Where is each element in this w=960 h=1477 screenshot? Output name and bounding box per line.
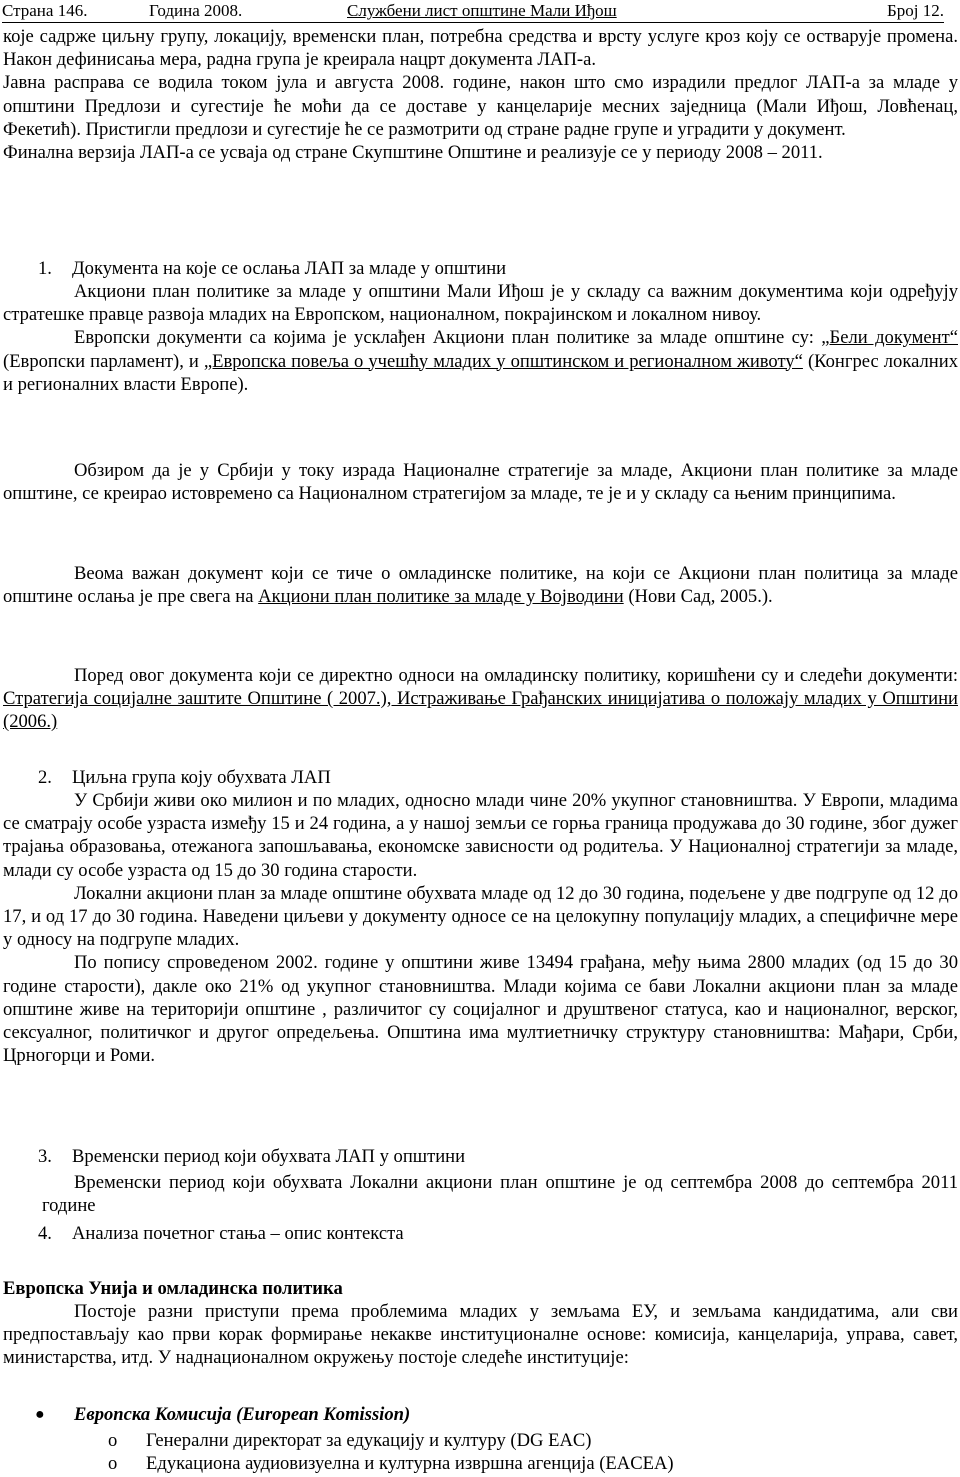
european-charter-link: „Европска повеља о учешћу младих у општинском и регионалном животу“ xyxy=(203,350,803,372)
white-paper-link: „Бели документ“ xyxy=(821,327,958,349)
bullet-text: Европска Комисија (European Komission) xyxy=(74,1404,411,1425)
sub-bullet-marker: o xyxy=(108,1453,118,1474)
bullet-dot-icon: ● xyxy=(35,1406,45,1423)
section-2-number: 2. xyxy=(38,767,52,788)
journal-title: Службени лист општине Мали Иђош xyxy=(347,1,617,20)
section-2-paragraph-3: По попису спроведеном 2002. године у општини живе 13494 грађана, међу њима 2800 младих (од 15 до 30 године старости), дакле око 21% од укупног становништва. Млади којима се бави Локални акциони план за младе општине живе на територији општине , различитог су социјалног и друштвеног статуса, као и националног, верског, сексуалног, политичког и другог опредељења. Општина има мултиетничку структуру становништва: Мађари, Срби, Црногорци и Роми. xyxy=(3,952,958,1067)
section-1-body xyxy=(3,280,958,396)
section-4-number: 4. xyxy=(38,1223,52,1244)
vojvodina-plan-link: Акциони план политике за младе у Војводини xyxy=(258,586,624,608)
section-2-title: Циљна група коју обухвата ЛАП xyxy=(72,767,331,788)
intro-paragraph-3: Финална верзија ЛАП-а се усваја од стране Скупштине Општине и реализује се у периоду 2008 – 2011. xyxy=(3,142,823,164)
sub-item-text: Генерални директорат за едукацију и културу (DG EAC) xyxy=(146,1430,592,1451)
eu-heading: Европска Унија и омладинска политика xyxy=(3,1278,343,1299)
section-2-paragraph-2: Локални акциони план за младе општине обухвата младе од 12 до 30 година, подељене у две подгрупе од 12 до 17, и од 17 до 30 година. Наведени циљеви у документу односе се на целокупну популацију младих, а специфичне мере у односу на подгрупе младих. xyxy=(3,882,958,951)
section-2-paragraph-1: У Србији живи око милион и по младих, односно млади чине 20% укупног становништва. У Европи, младима се сматрају особе узраста између 15 и 24 година, а у нашој земљи се горња граница продужава до 30 године, због дужег трајања образовања, отежаногa запошљавања, економске зависности од родитеља. У Националној стратегији за младе, млади су особе узраста од 15 до 30 година старости. xyxy=(3,790,958,881)
section-1-paragraph-4-block xyxy=(3,562,958,608)
section-2-body xyxy=(3,789,958,1067)
section-1-paragraph-1: Акциони план политике за младе у општини Мали Иђош је у складу са важним документима који одређују стратешке правце развоја младих на Европском, националном, покрајинском и локалном нивоу. xyxy=(3,281,958,326)
section-1-number: 1. xyxy=(38,258,52,279)
intro-block xyxy=(3,25,958,164)
sub-bullet-marker: o xyxy=(108,1430,118,1451)
section-4-heading xyxy=(38,1222,958,1245)
section-4-title: Анализа почетног стања – опис контекста xyxy=(72,1223,404,1244)
section-1-paragraph-4: Веома важан документ који се тиче о омладинске политике, на који се Акциони план политица за младе општине ослања је пре свега на Акциони план политике за младе у Војводини (Нови Сад, 2005.). xyxy=(3,563,958,608)
section-1-paragraph-3: Обзиром да је у Србији у току израда Националне стратегије за младе, Акциони план политике за младе општине, се креирао истовремено са Националном стратегијом за младе, те је и у складу са њеним принципима. xyxy=(3,460,958,505)
page-header xyxy=(2,0,944,23)
issue-number: Број 12. xyxy=(887,1,944,20)
intro-paragraph-2: Јавна расправа се водила током јула и августа 2008. године, након што смо израдили предлог ЛАП-а за младе у општини Предлози и сугестије ће моћи да се доставе у канцеларије месних заједница (Мали Иђош, Ловћенац, Фекетић). Пристигли предлози и сугестије ће се размотрити од стране радне групе и уградити у документ. xyxy=(3,72,958,140)
section-2-heading xyxy=(38,766,958,789)
social-strategy-link: Стратегија социјалне заштите Општине ( 2007.), Истраживање Грађанских иницијатива о положају младих у Општини (2006.) xyxy=(3,688,958,733)
section-1-title: Документа на које се ослања ЛАП за младе у општини xyxy=(72,258,507,279)
section-1-paragraph-3-block xyxy=(3,459,958,505)
year: Година 2008. xyxy=(149,1,243,20)
section-1-paragraph-5-block xyxy=(3,664,958,734)
section-3-number: 3. xyxy=(38,1146,52,1167)
eu-paragraph-1: Постоје разни приступи према проблемима младих у земљама ЕУ, и земљама кандидатима, али сви предпостављају као први корак формирање некакве институционалне основе: комисија, канцеларија, управа, савет, министарства, итд. У наднационалном окружењу постоје следеће институције: xyxy=(3,1301,958,1369)
intro-paragraph-1: које садрже циљну групу, локацију, временски план, потребна средства и врсту услуге кроз коју се остварује промена. Након дефинисања мера, радна група је креирала нацрт документа ЛАП-а. xyxy=(3,26,958,71)
eu-body xyxy=(3,1300,958,1370)
section-3-body xyxy=(42,1171,958,1217)
section-1-paragraph-2: Европски документи са којима је усклађен Акциони план политике за младе општине су: „Бели документ“ (Европски парламент), и „Европска повеља о учешћу младих у општинском и регионалном животу“ (Конгрес локалних и регионалних власти Европе). xyxy=(3,327,959,395)
sub-item-text: Едукациона аудиовизуелна и културна извршна агенција (EACEA) xyxy=(146,1453,674,1474)
section-3-paragraph-1: Временски период који обухвата Локални акциони план општине је од септембра 2008 до септембра 2011 године xyxy=(42,1172,958,1217)
section-1-heading xyxy=(38,257,958,280)
page-number: Страна 146. xyxy=(2,1,88,20)
section-1-paragraph-5: Поред овог документа који се директно односи на омладинску политику, коришћени су и следећи документи: Стратегија социјалне заштите Општине ( 2007.), Истраживање Грађанских иницијатива о положају младих у Општини (2006.) xyxy=(3,665,958,733)
section-3-title: Временски период који обухвата ЛАП у општини xyxy=(72,1146,466,1167)
section-3-heading xyxy=(38,1145,958,1168)
